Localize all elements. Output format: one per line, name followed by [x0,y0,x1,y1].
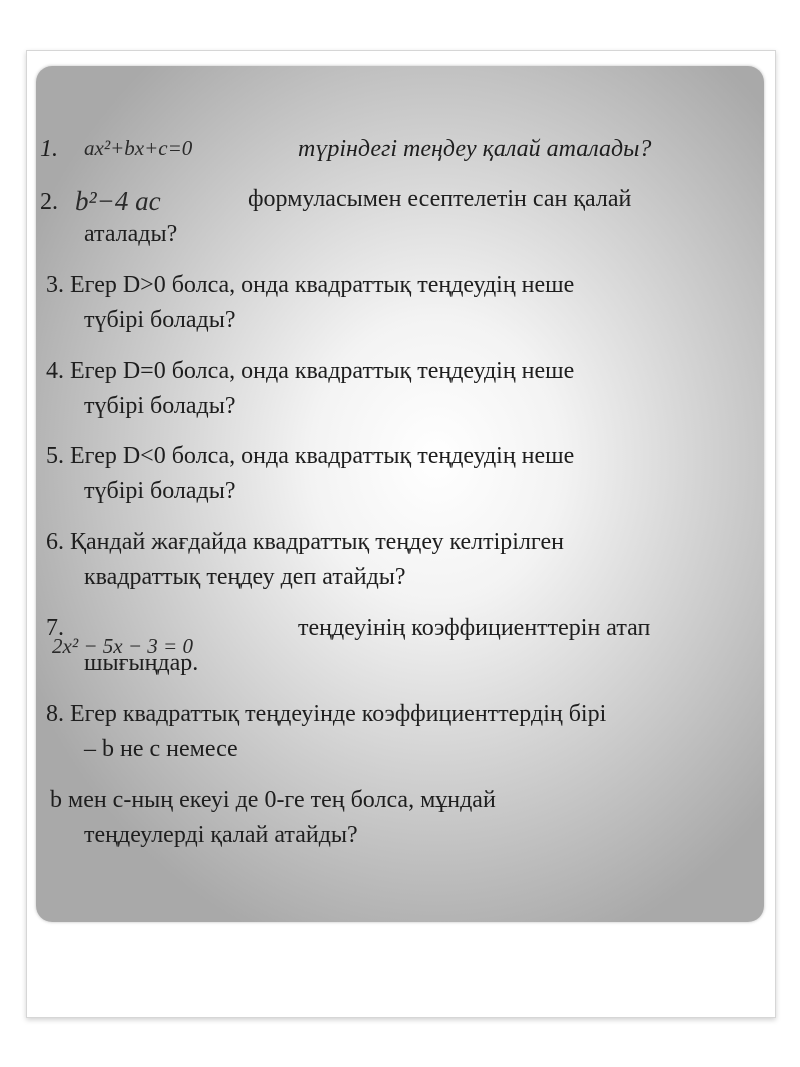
q1-formula: ax²+bx+c=0 [84,136,193,160]
q4-line2: түбірі болады? [84,393,236,419]
q7-formula: 2x² − 5x − 3 = 0 [52,634,193,658]
q8-line1: 8. Егер квадраттық теңдеуінде коэффициенттердің бірі [46,701,607,727]
q7-line1: теңдеуінің коэффициенттерін атап [298,615,651,641]
q6-line1: 6. Қандай жағдайда квадраттық теңдеу келтірілген [46,529,564,555]
q2-number: 2. [40,189,58,215]
q8-line3: b мен с-ның екеуі де 0-ге тең болса, мұндай [50,787,496,813]
q3-line2: түбірі болады? [84,307,236,333]
q7-number: 7. [46,615,64,641]
q8-line2: – b не с немесе [84,736,238,762]
q2-formula: b²−4 ac [75,186,161,216]
q3-line1: 3. Егер D>0 болса, онда квадраттық теңдеудің неше [46,272,575,298]
q7-line2: шығыңдар. [84,650,199,676]
q2-line1: формуласымен есептелетін сан қалай [248,186,632,212]
q6-line2: квадраттық теңдеу деп атайды? [84,564,406,590]
q2-line2: аталады? [84,221,178,247]
q4-line1: 4. Егер D=0 болса, онда квадраттық теңдеудің неше [46,358,575,384]
q5-line1: 5. Егер D<0 болса, онда квадраттық теңдеудің неше [46,443,575,469]
q1-text: түріндегі теңдеу қалай аталады? [298,136,652,162]
q5-line2: түбірі болады? [84,478,236,504]
q1-number: 1. [40,136,58,162]
q8-line4: теңдеулерді қалай атайды? [84,822,358,848]
